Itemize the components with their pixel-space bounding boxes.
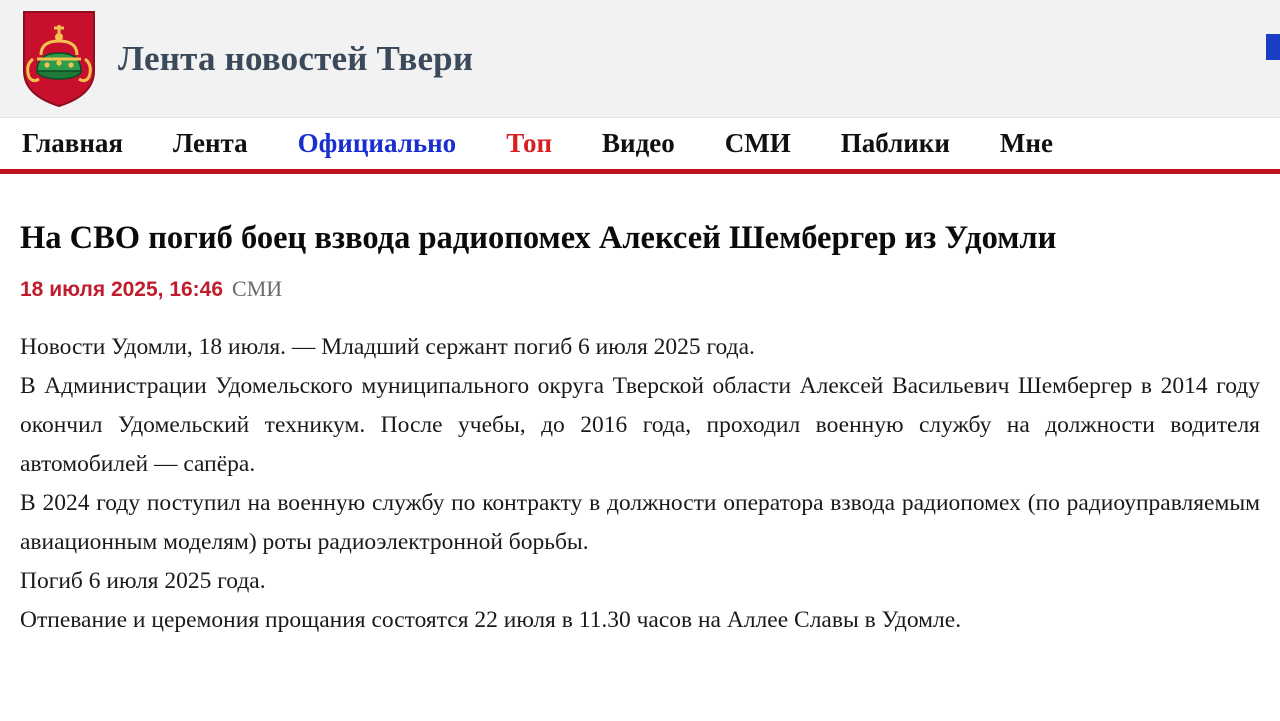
article-paragraph: Отпевание и церемония прощания состоятся 22 июля в 11.30 часов на Аллее Славы в Удомле. [20,606,962,633]
article [0,174,1280,640]
edge-tab[interactable] [1266,34,1280,60]
nav-item-smi[interactable]: СМИ [724,128,791,158]
site-logo[interactable] [0,0,118,118]
site-title: Лента новостей Твери [118,38,474,78]
nav-item-oficialno[interactable]: Официально [297,128,457,158]
article-date: 18 июля 2025, 16:46 [20,277,224,301]
nav-item-publiki[interactable]: Паблики [840,128,950,158]
article-body [20,328,1260,640]
article-meta [20,276,1260,302]
nav-item-video[interactable]: Видео [602,128,675,158]
tver-coat-of-arms-icon [21,9,97,109]
article-paragraph: В 2024 году поступил на военную службу по контракту в должности оператора взвода радиопомех (по радиоуправляемым авиационным моделям) роты радиоэлектронной борьбы. [20,489,1260,555]
nav-item-glavnaya[interactable]: Главная [22,128,124,158]
article-source: СМИ [232,275,283,301]
nav-item-top[interactable]: Топ [506,128,553,158]
nav-item-mnenie[interactable]: Мне [999,128,1053,158]
article-paragraph: Погиб 6 июля 2025 года. [20,567,266,594]
page-title: На СВО погиб боец взвода радиопомех Алексей Шембергер из Удомли [20,220,1057,256]
article-paragraph: В Администрации Удомельского муниципального округа Тверской области Алексей Васильевич Шембергер в 2014 году окончил Удомельский техникум. После учебы, до 2016 года, проходил военную службу на должности водителя автомобилей — сапёра. [20,372,1260,477]
site-header [0,0,1280,118]
main-nav [0,118,1280,174]
article-paragraph: Новости Удомли, 18 июля. — Младший сержант погиб 6 июля 2025 года. [20,333,755,360]
nav-item-lenta[interactable]: Лента [173,128,248,158]
